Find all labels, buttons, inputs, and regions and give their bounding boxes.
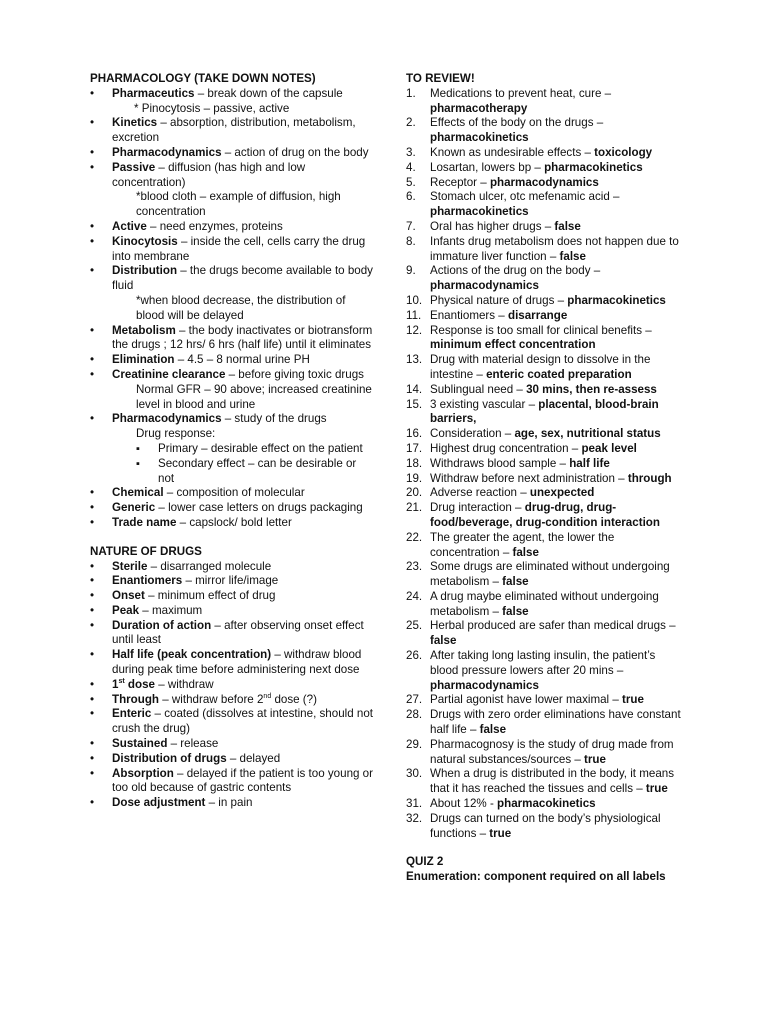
item-question: Known as undesirable effects –	[430, 145, 595, 159]
review-item	[406, 738, 684, 768]
list-item: • Through – withdraw before 2nd dose (?)	[90, 693, 375, 708]
list-item: • Duration of action – after observing onset effect until least	[90, 619, 375, 649]
review-item	[406, 220, 684, 235]
item-question: Some drugs are eliminated without undergoing metabolism –	[430, 560, 670, 589]
review-item	[406, 398, 684, 428]
item-question: Pharmacognosy is the study of drug made from natural substances/sources –	[430, 737, 674, 766]
item-number: 14.	[406, 382, 423, 396]
item-question: Withdraws blood sample –	[430, 456, 570, 470]
item-question: Drug interaction –	[430, 501, 525, 515]
item-answer: pharmacodynamics	[430, 279, 539, 293]
list-item: • Pharmacodynamics – action of drug on the body	[90, 146, 375, 161]
list-item: • Chemical – composition of molecular	[90, 486, 375, 501]
quiz-enumeration: Enumeration: component required on all labels	[406, 870, 666, 884]
item-question: Adverse reaction –	[430, 486, 530, 500]
item-answer: false	[512, 545, 539, 559]
review-item	[406, 708, 684, 738]
item-answer: disarrange	[507, 308, 568, 322]
item-number: 2.	[406, 116, 416, 130]
list-item: • Half life (peak concentration) – withdraw blood during peak time before administering next dose	[90, 648, 375, 678]
list-item: • Dose adjustment – in pain	[90, 796, 375, 811]
item-question: Sublingual need –	[430, 382, 527, 396]
review-item	[406, 324, 684, 354]
review-item	[406, 353, 684, 383]
list-item: • Kinetics – absorption, distribution, metabolism, excretion	[90, 116, 375, 146]
review-item	[406, 767, 684, 797]
item-answer: pharmacodynamics	[489, 175, 599, 189]
item-question: Drugs with zero order eliminations have constant half life –	[430, 708, 681, 737]
item-answer: drug-drug, drug-food/beverage, drug-condition interaction	[430, 501, 660, 529]
quiz-heading: QUIZ 2	[406, 855, 444, 869]
item-number: 1.	[406, 86, 416, 100]
item-question: Oral has higher drugs –	[430, 219, 555, 233]
list-item: • Generic – lower case letters on drugs packaging	[90, 501, 375, 516]
item-answer: toxicology	[594, 145, 653, 159]
list-item: • Pharmacodynamics – study of the drugs Drug response: ▪ Primary – desirable effect on the patient ▪ Secondary effect – can be desirable or not	[90, 412, 375, 486]
item-question: Consideration –	[430, 427, 515, 441]
item-number: 17.	[406, 441, 423, 455]
review-item	[406, 294, 684, 309]
item-number: 23.	[406, 560, 423, 574]
review-item	[406, 501, 684, 531]
review-item	[406, 812, 684, 842]
item-question: Physical nature of drugs –	[430, 293, 568, 307]
list-item: • Enteric – coated (dissolves at intestine, should not crush the drug)	[90, 707, 375, 737]
item-answer: enteric coated preparation	[486, 367, 632, 381]
list-item: • Distribution of drugs – delayed	[90, 752, 375, 767]
item-question: Withdraw before next administration –	[430, 471, 628, 485]
item-answer: true	[622, 693, 644, 707]
item-number: 5.	[406, 175, 416, 189]
item-question: Effects of the body on the drugs –	[430, 116, 604, 130]
item-number: 15.	[406, 397, 423, 411]
sub-note: Normal GFR – 90 above; increased creatinine level in blood and urine	[136, 382, 372, 411]
review-item	[406, 161, 684, 176]
item-number: 12.	[406, 323, 423, 337]
item-answer: age, sex, nutritional status	[514, 427, 661, 441]
item-answer: true	[584, 752, 606, 766]
list-item: • Creatinine clearance – before giving toxic drugs Normal GFR – 90 above; increased creatinine level in blood and urine	[90, 368, 375, 412]
list-item: • Trade name – capslock/ bold letter	[90, 516, 375, 531]
list-item: • Distribution – the drugs become available to body fluid *when blood decrease, the distribution of blood will be delayed	[90, 264, 375, 323]
item-answer: pharmacokinetics	[567, 293, 666, 307]
review-item	[406, 383, 684, 398]
list-item: • Absorption – delayed if the patient is too young or too old because of gastric contents	[90, 767, 375, 797]
list-item: • Sustained – release	[90, 737, 375, 752]
list-item: • Pharmaceutics – break down of the capsule * Pinocytosis – passive, active	[90, 87, 375, 117]
item-number: 26.	[406, 649, 423, 663]
item-number: 21.	[406, 501, 423, 515]
list-item: • Metabolism – the body inactivates or biotransform the drugs ; 12 hrs/ 6 hrs (half life) until it eliminates	[90, 324, 375, 354]
review-item	[406, 116, 684, 146]
nature-list	[90, 560, 375, 812]
item-question: Drugs can turned on the body’s physiological functions –	[430, 811, 661, 840]
item-number: 9.	[406, 264, 416, 278]
item-number: 31.	[406, 797, 423, 811]
item-question: Herbal produced are safer than medical drugs –	[430, 619, 676, 633]
review-item	[406, 176, 684, 191]
list-item: • Active – need enzymes, proteins	[90, 220, 375, 235]
item-question: Actions of the drug on the body –	[430, 264, 601, 278]
item-question: A drug maybe eliminated without undergoing metabolism –	[430, 589, 659, 618]
list-item: • Kinocytosis – inside the cell, cells carry the drug into membrane	[90, 235, 375, 265]
review-item	[406, 264, 684, 294]
item-question: Highest drug concentration –	[430, 441, 582, 455]
list-item: • Enantiomers – mirror life/image	[90, 574, 375, 589]
item-number: 20.	[406, 486, 423, 500]
item-answer: false	[554, 219, 581, 233]
review-item	[406, 560, 684, 590]
list-item: • Onset – minimum effect of drug	[90, 589, 375, 604]
item-number: 30.	[406, 767, 423, 781]
item-question: Stomach ulcer, otc mefenamic acid –	[430, 190, 620, 204]
item-number: 32.	[406, 811, 423, 825]
list-item: • Passive – diffusion (has high and low concentration) *blood cloth – example of diffusion, high concentration	[90, 161, 375, 220]
notes-list	[90, 87, 375, 531]
review-item	[406, 190, 684, 220]
item-answer: pharmacokinetics	[497, 797, 596, 811]
notes-heading: PHARMACOLOGY (TAKE DOWN NOTES)	[90, 72, 316, 85]
review-item	[406, 797, 684, 812]
item-answer: peak level	[581, 441, 637, 455]
item-number: 4.	[406, 160, 416, 174]
item-answer: minimum effect concentration	[430, 338, 596, 352]
item-answer: through	[627, 471, 672, 485]
item-answer: true	[489, 826, 512, 840]
item-number: 10.	[406, 293, 423, 307]
drug-response-list	[112, 442, 375, 486]
item-answer: pharmacotherapy	[430, 101, 528, 115]
item-answer: false	[430, 634, 457, 648]
item-number: 13.	[406, 353, 423, 367]
item-question: Enantiomers –	[430, 308, 508, 322]
review-item	[406, 649, 684, 693]
review-item	[406, 427, 684, 442]
item-answer: false	[559, 249, 586, 263]
left-column	[90, 72, 375, 811]
review-item	[406, 486, 684, 501]
item-answer: pharmacodynamics	[430, 678, 539, 692]
item-number: 3.	[406, 145, 416, 159]
review-item	[406, 457, 684, 472]
item-number: 8.	[406, 234, 416, 248]
item-number: 6.	[406, 190, 416, 204]
item-answer: false	[502, 604, 529, 618]
item-number: 29.	[406, 737, 423, 751]
item-question: Response is too small for clinical benefits –	[430, 323, 652, 337]
sub-note: * Pinocytosis – passive, active	[134, 101, 290, 115]
item-number: 25.	[406, 619, 423, 633]
sub-note: *when blood decrease, the distribution of blood will be delayed	[136, 293, 346, 322]
list-item: ▪ Primary – desirable effect on the patient	[136, 442, 375, 457]
review-heading: TO REVIEW!	[406, 72, 475, 85]
review-item	[406, 235, 684, 265]
review-item	[406, 619, 684, 649]
item-answer: placental, blood-brain barriers,	[430, 397, 659, 426]
item-answer: false	[502, 575, 529, 589]
review-item	[406, 309, 684, 324]
list-item: • 1st dose – withdraw	[90, 678, 375, 693]
review-item	[406, 442, 684, 457]
item-answer: 30 mins, then re-assess	[526, 382, 657, 396]
item-answer: half life	[569, 456, 610, 470]
item-number: 28.	[406, 708, 423, 722]
item-answer: pharmacokinetics	[430, 131, 529, 145]
list-item: • Elimination – 4.5 – 8 normal urine PH	[90, 353, 375, 368]
right-column	[406, 72, 684, 885]
item-question: Receptor –	[430, 175, 490, 189]
list-item: ▪ Secondary effect – can be desirable or not	[136, 457, 375, 487]
item-question: Medications to prevent heat, cure –	[430, 86, 612, 100]
review-item	[406, 472, 684, 487]
item-answer: pharmacokinetics	[430, 205, 529, 219]
item-number: 16.	[406, 427, 423, 441]
review-list	[406, 87, 684, 842]
item-question: Losartan, lowers bp –	[430, 160, 545, 174]
sub-note: Drug response:	[136, 427, 216, 441]
nature-of-drugs-heading: NATURE OF DRUGS	[90, 544, 202, 558]
review-item	[406, 693, 684, 708]
item-answer: true	[645, 782, 668, 796]
item-question: After taking long lasting insulin, the patient’s blood pressure lowers after 20 mins –	[430, 649, 656, 677]
item-answer: false	[479, 723, 507, 737]
list-item: • Sterile – disarranged molecule	[90, 560, 375, 575]
item-number: 22.	[406, 530, 423, 544]
item-answer: unexpected	[529, 486, 595, 500]
item-question: Infants drug metabolism does not happen due to immature liver function –	[430, 234, 679, 263]
item-question: The greater the agent, the lower the concentration –	[430, 530, 615, 559]
list-item: • Peak – maximum	[90, 604, 375, 619]
review-item	[406, 590, 684, 620]
item-question: About 12% -	[430, 797, 498, 811]
sub-note: *blood cloth – example of diffusion, high concentration	[136, 190, 341, 219]
review-item	[406, 531, 684, 561]
item-question: Partial agonist have lower maximal –	[430, 693, 623, 707]
item-number: 7.	[406, 219, 416, 233]
item-number: 18.	[406, 456, 423, 470]
item-number: 27.	[406, 693, 423, 707]
item-number: 19.	[406, 471, 423, 485]
item-question: 3 existing vascular –	[430, 397, 539, 411]
review-item	[406, 87, 684, 117]
item-number: 24.	[406, 589, 423, 603]
item-question: When a drug is distributed in the body, it means that it has reached the tissues and cells –	[430, 767, 675, 796]
item-number: 11.	[406, 308, 422, 322]
item-answer: pharmacokinetics	[544, 160, 643, 174]
item-question: Drug with material design to dissolve in the intestine –	[430, 353, 651, 381]
review-item	[406, 146, 684, 161]
